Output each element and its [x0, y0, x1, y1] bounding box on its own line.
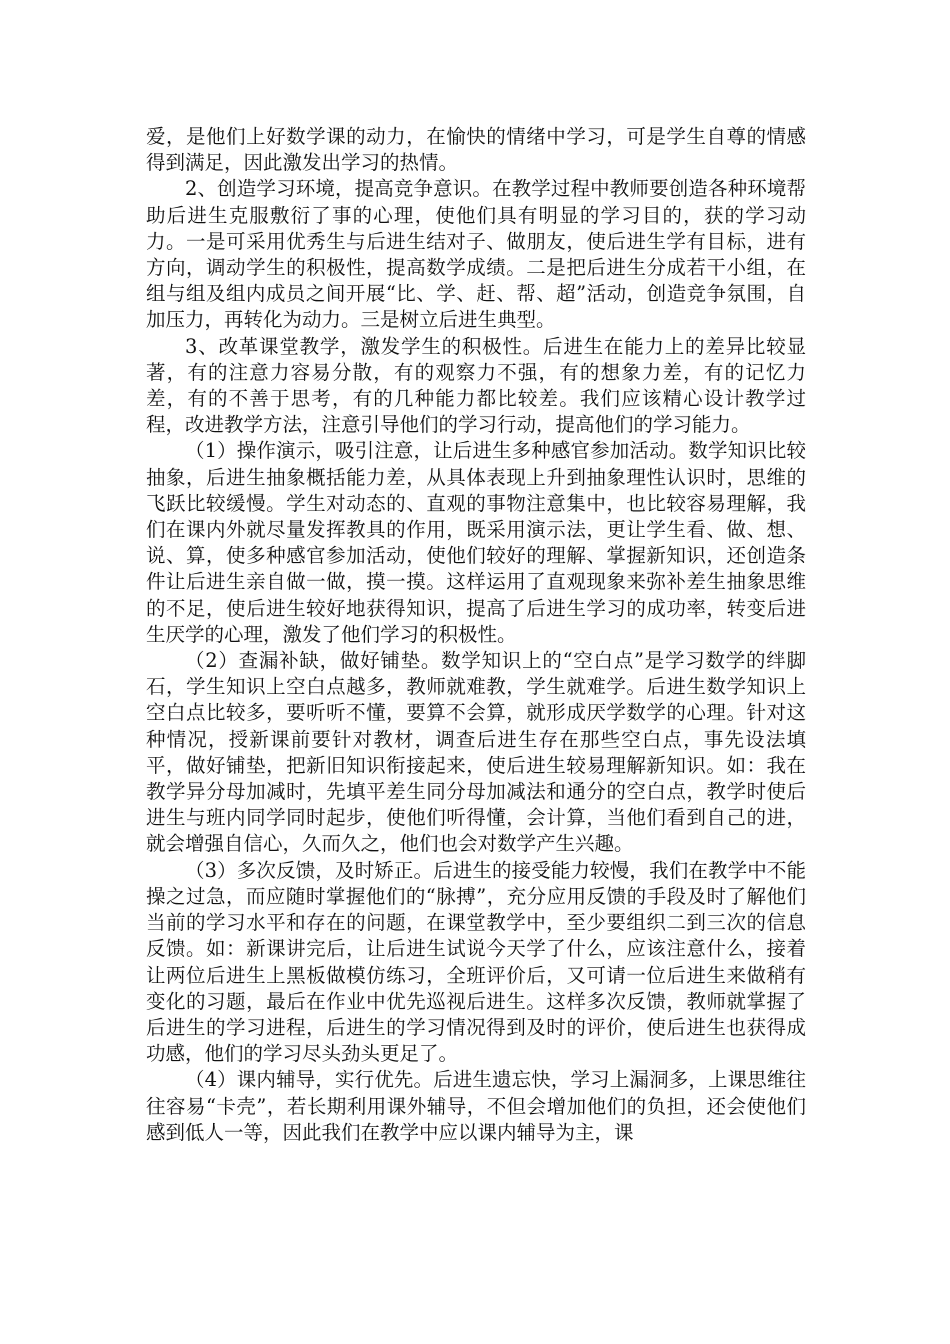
- paragraph-item-3-feedback: （3）多次反馈，及时矫正。后进生的接受能力较慢，我们在教学中不能操之过急，而应随时掌握他们的“脉搏”，充分应用反馈的手段及时了解他们当前的学习水平和存在的问题，在课堂教学中，至少要组织二到三次的信息反馈。如：新课讲完后，让后进生试说今天学了什么，应该注意什么，接着让两位后进生上黑板做模仿练习，全班评价后，又可请一位后进生来做稍有变化的习题，最后在作业中优先巡视后进生。这样多次反馈，教师就掌握了后进生的学习进程，后进生的学习情况得到及时的评价，使后进生也获得成功感，他们的学习尽头劲头更足了。: [146, 858, 806, 1066]
- document-page: [146, 124, 806, 1146]
- paragraph-item-1-demonstration: （1）操作演示，吸引注意，让后进生多种感官参加活动。数学知识比较抽象，后进生抽象概括能力差，从具体表现上升到抽象理性认识时，思维的飞跃比较缓慢。学生对动态的、直观的事物注意集中，也比较容易理解，我们在课内外就尽量发挥教具的作用，既采用演示法，更让学生看、做、想、说、算，使多种感官参加活动，使他们较好的理解、掌握新知识，还创造条件让后进生亲自做一做，摸一摸。这样运用了直观现象来弥补差生抽象思维的不足，使后进生较好地获得知识，提高了后进生学习的成功率，转变后进生厌学的心理，激发了他们学习的积极性。: [146, 439, 806, 646]
- paragraph-item-4-in-class-tutoring: （4）课内辅导，实行优先。后进生遗忘快，学习上漏洞多，上课思维往往容易“卡壳”，若长期利用课外辅导，不但会增加他们的负担，还会使他们感到低人一等，因此我们在教学中应以课内辅导为主，课: [146, 1068, 806, 1144]
- paragraph-item-2-fill-gaps: （2）查漏补缺，做好铺垫。数学知识上的“空白点”是学习数学的绊脚石，学生知识上空白点越多，教师就难教，学生就难学。后进生数学知识上空白点比较多，要听听不懂，要算不会算，就形成厌学数学的心理。针对这种情况，授新课前要针对教材，调查后进生存在那些空白点，事先设法填平，做好铺垫，把新旧知识衔接起来，使后进生较易理解新知识。如：我在教学异分母加减时，先填平差生同分母加减法和通分的空白点，教学时使后进生与班内同学同时起步，使他们听得懂，会计算，当他们看到自己的进，就会增强自信心，久而久之，他们也会对数学产生兴趣。: [146, 649, 806, 856]
- paragraph-learning-environment: 2、创造学习环境，提高竞争意识。在教学过程中教师要创造各种环境帮助后进生克服敷衍了事的心理，使他们具有明显的学习目的，获的学习动力。一是可采用优秀生与后进生结对子、做朋友，使后进生学有目标，进有方向，调动学生的积极性，提高数学成绩。二是把后进生分成若干小组，在组与组及组内成员之间开展“比、学、赶、帮、超”活动，创造竞争氛围，自加压力，再转化为动力。三是树立后进生典型。: [146, 177, 806, 332]
- paragraph-classroom-reform: 3、改革课堂教学，激发学生的积极性。后进生在能力上的差异比较显著，有的注意力容易分散，有的观察力不强，有的想象力差，有的记忆力差，有的不善于思考，有的几种能力都比较差。我们应该精心设计教学过程，改进教学方法，注意引导他们的学习行动，提高他们的学习能力。: [146, 334, 806, 437]
- paragraph-intro-continuation: 爱，是他们上好数学课的动力，在愉快的情绪中学习，可是学生自尊的情感得到满足，因此激发出学习的热情。: [146, 125, 806, 175]
